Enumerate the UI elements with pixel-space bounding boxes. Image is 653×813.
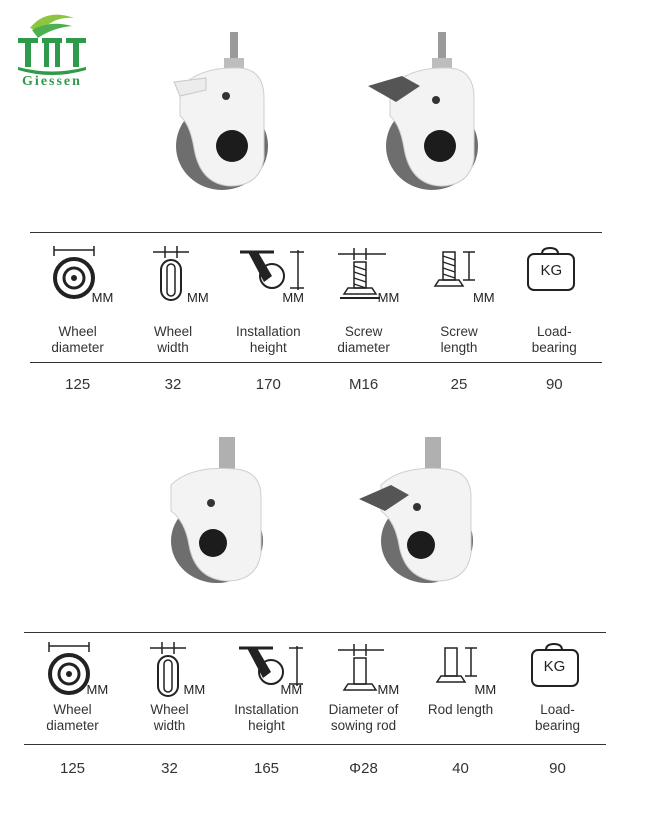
spec-label: Installation height [236,324,301,355]
unit-label: MM [377,682,400,697]
unit-label: MM [280,682,303,697]
table2-column-6 [509,636,606,786]
table2-column-1 [24,636,121,786]
spec-value: Φ28 [349,760,378,777]
unit-label: MM [183,682,206,697]
spec-label: Wheel diameter [46,702,99,733]
spec-value: 125 [65,376,91,393]
spec-label: Screw length [440,324,478,355]
table1-column-4 [316,238,411,408]
spec-value: 165 [253,760,280,777]
spec-label: Load- bearing [534,702,581,733]
unit-label: MM [91,290,114,305]
unit-label: MM [86,682,109,697]
unit-label: MM [474,682,497,697]
spec-value: 170 [255,376,281,393]
spec-label: Wheel width [150,702,189,733]
spec-label: Wheel width [153,324,193,355]
table2-top-rule [24,632,606,633]
table1-column-2 [125,238,220,408]
spec-label: Diameter of sowing rod [328,702,399,733]
spec-value: 40 [452,760,469,777]
table2-column-3 [218,636,315,786]
unit-label: MM [377,290,400,305]
caster-photo-2 [362,28,487,193]
unit-label: MM [186,290,209,305]
caster-photo-3 [155,435,270,585]
spec-value: 90 [545,376,563,393]
unit-label: KG [540,262,563,279]
brand-name: Giessen [22,74,82,89]
table2-column-4 [315,636,412,786]
spec-table-1 [30,238,602,408]
caster-photo-1 [160,28,270,193]
unit-label: MM [472,290,495,305]
spec-label: Rod length [427,702,494,717]
table1-top-rule [30,232,602,233]
spec-table-2 [24,636,606,786]
table1-column-1 [30,238,125,408]
spec-value: 32 [161,760,178,777]
unit-label: KG [543,658,566,675]
spec-value: 125 [59,760,86,777]
spec-value: M16 [349,376,379,393]
table1-column-3 [221,238,316,408]
table2-column-5 [412,636,509,786]
table1-column-6 [507,238,602,408]
spec-value: 25 [450,376,468,393]
caster-photo-4 [355,435,485,585]
table1-column-5 [411,238,506,408]
spec-label: Wheel diameter [51,324,104,355]
spec-value: 32 [164,376,182,393]
table2-column-2 [121,636,218,786]
spec-label: Installation height [234,702,299,733]
spec-label: Screw diameter [337,324,390,355]
spec-value: 90 [549,760,566,777]
unit-label: MM [282,290,304,305]
spec-label: Load- bearing [531,324,577,355]
